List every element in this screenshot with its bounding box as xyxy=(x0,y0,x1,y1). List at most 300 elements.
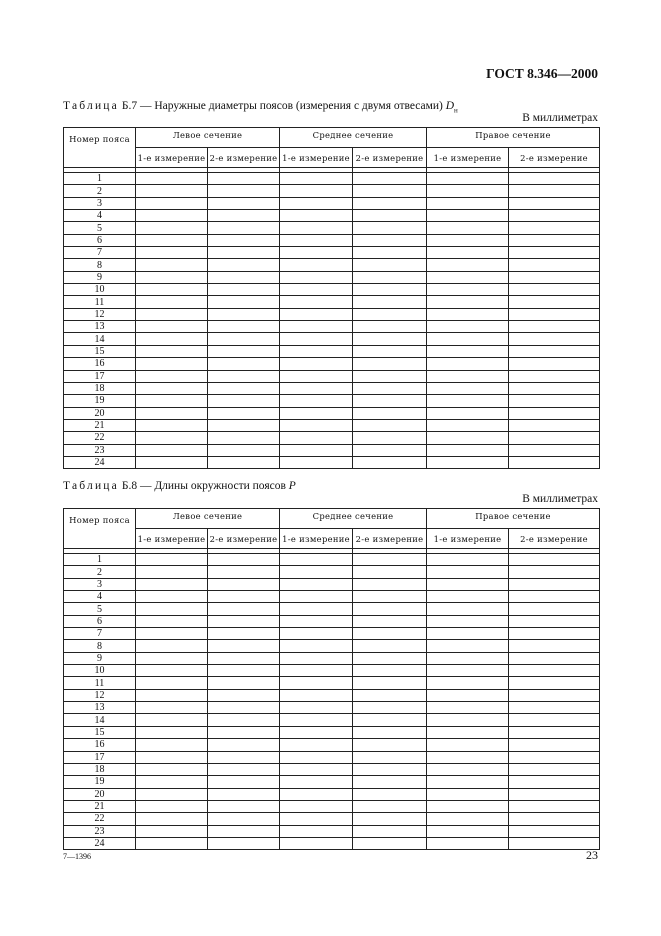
measurement-cell xyxy=(280,578,353,590)
measurement-cell xyxy=(509,726,600,738)
measurement-cell xyxy=(208,456,280,468)
belt-number-cell: 10 xyxy=(64,665,136,677)
column-header-section: Левое сечение xyxy=(136,509,280,529)
measurement-cell xyxy=(208,247,280,259)
table-row xyxy=(64,615,600,627)
measurement-cell xyxy=(509,456,600,468)
measurement-cell xyxy=(280,652,353,664)
measurement-cell xyxy=(280,751,353,763)
belt-number-cell: 17 xyxy=(64,751,136,763)
measurement-cell xyxy=(136,173,208,185)
belt-number-cell: 21 xyxy=(64,419,136,431)
measurement-cell xyxy=(136,419,208,431)
measurement-cell xyxy=(427,813,509,825)
table-row xyxy=(64,456,600,468)
measurement-cell xyxy=(136,185,208,197)
measurement-cell xyxy=(427,234,509,246)
belt-number-cell: 13 xyxy=(64,321,136,333)
column-header-measurement: 1-е измерение xyxy=(280,148,353,168)
measurement-cell xyxy=(427,652,509,664)
table-row xyxy=(64,825,600,837)
measurement-cell xyxy=(136,333,208,345)
measurement-cell xyxy=(208,321,280,333)
measurement-cell xyxy=(280,591,353,603)
column-header-section: Среднее сечение xyxy=(280,128,427,148)
measurement-cell xyxy=(353,308,427,320)
column-header-section: Правое сечение xyxy=(427,509,600,529)
table-row xyxy=(64,628,600,640)
measurement-cell xyxy=(427,554,509,566)
measurement-cell xyxy=(353,640,427,652)
measurement-cell xyxy=(280,739,353,751)
measurement-cell xyxy=(427,763,509,775)
measurement-cell xyxy=(427,321,509,333)
column-header-measurement: 2-е измерение xyxy=(208,529,280,549)
measurement-cell xyxy=(509,308,600,320)
measurement-cell xyxy=(427,382,509,394)
table-row xyxy=(64,800,600,812)
belt-number-cell: 18 xyxy=(64,763,136,775)
measurement-cell xyxy=(509,615,600,627)
measurement-cell xyxy=(208,776,280,788)
measurement-cell xyxy=(353,271,427,283)
column-header-section: Среднее сечение xyxy=(280,509,427,529)
table-row xyxy=(64,197,600,209)
table-row xyxy=(64,813,600,825)
measurement-cell xyxy=(427,837,509,849)
measurement-cell xyxy=(280,689,353,701)
belt-number-cell: 1 xyxy=(64,173,136,185)
measurement-cell xyxy=(509,677,600,689)
table-row xyxy=(64,358,600,370)
table-row xyxy=(64,578,600,590)
measurement-cell xyxy=(136,677,208,689)
measurement-cell xyxy=(427,665,509,677)
measurement-cell xyxy=(280,284,353,296)
measurement-cell xyxy=(509,185,600,197)
measurement-cell xyxy=(353,813,427,825)
measurement-cell xyxy=(353,197,427,209)
measurement-cell xyxy=(280,382,353,394)
measurement-cell xyxy=(353,210,427,222)
table-b7-caption xyxy=(63,100,458,114)
caption-text: Б.7 — Наружные диаметры поясов (измерения с двумя отвесами) xyxy=(118,100,446,112)
column-header-measurement: 2-е измерение xyxy=(353,148,427,168)
column-header-measurement: 1-е измерение xyxy=(427,148,509,168)
measurement-cell xyxy=(280,222,353,234)
measurement-cell xyxy=(280,456,353,468)
belt-number-cell: 8 xyxy=(64,259,136,271)
measurement-cell xyxy=(509,271,600,283)
measurement-cell xyxy=(509,591,600,603)
measurement-cell xyxy=(427,419,509,431)
measurement-cell xyxy=(280,407,353,419)
measurement-cell xyxy=(353,628,427,640)
measurement-cell xyxy=(208,222,280,234)
measurement-cell xyxy=(353,751,427,763)
measurement-cell xyxy=(280,333,353,345)
table-row xyxy=(64,432,600,444)
measurement-cell xyxy=(136,739,208,751)
measurement-cell xyxy=(136,640,208,652)
measurement-cell xyxy=(353,395,427,407)
measurement-cell xyxy=(353,615,427,627)
table-b8 xyxy=(63,508,600,850)
measurement-cell xyxy=(427,432,509,444)
measurement-cell xyxy=(353,345,427,357)
measurement-cell xyxy=(208,739,280,751)
table-row xyxy=(64,763,600,775)
table-row xyxy=(64,554,600,566)
measurement-cell xyxy=(208,395,280,407)
measurement-cell xyxy=(509,825,600,837)
page-number: 23 xyxy=(586,848,598,862)
measurement-cell xyxy=(280,714,353,726)
measurement-cell xyxy=(427,714,509,726)
measurement-cell xyxy=(280,677,353,689)
measurement-cell xyxy=(136,395,208,407)
measurement-cell xyxy=(208,763,280,775)
measurement-cell xyxy=(353,763,427,775)
table-row xyxy=(64,210,600,222)
measurement-cell xyxy=(136,358,208,370)
measurement-cell xyxy=(509,578,600,590)
measurement-cell xyxy=(136,259,208,271)
measurement-cell xyxy=(136,652,208,664)
table-row xyxy=(64,308,600,320)
table-row xyxy=(64,566,600,578)
measurement-cell xyxy=(208,640,280,652)
belt-number-cell: 12 xyxy=(64,689,136,701)
table-row xyxy=(64,640,600,652)
table-row xyxy=(64,395,600,407)
table-row xyxy=(64,321,600,333)
measurement-cell xyxy=(509,419,600,431)
measurement-cell xyxy=(509,444,600,456)
caption-prefix: Таблица xyxy=(63,480,119,492)
measurement-cell xyxy=(509,800,600,812)
measurement-cell xyxy=(136,591,208,603)
measurement-cell xyxy=(280,603,353,615)
measurement-cell xyxy=(353,333,427,345)
belt-number-cell: 24 xyxy=(64,456,136,468)
measurement-cell xyxy=(208,628,280,640)
measurement-cell xyxy=(208,296,280,308)
measurement-cell xyxy=(280,640,353,652)
measurement-cell xyxy=(509,714,600,726)
measurement-cell xyxy=(509,222,600,234)
measurement-cell xyxy=(509,358,600,370)
measurement-cell xyxy=(353,677,427,689)
column-header-measurement: 2-е измерение xyxy=(509,148,600,168)
measurement-cell xyxy=(208,197,280,209)
belt-number-cell: 17 xyxy=(64,370,136,382)
measurement-cell xyxy=(427,628,509,640)
belt-number-cell: 4 xyxy=(64,210,136,222)
measurement-cell xyxy=(353,726,427,738)
caption-symbol: P xyxy=(288,480,296,492)
measurement-cell xyxy=(136,554,208,566)
measurement-cell xyxy=(353,358,427,370)
measurement-cell xyxy=(280,813,353,825)
document-header: ГОСТ 8.346—2000 xyxy=(486,66,598,81)
table-row xyxy=(64,603,600,615)
measurement-cell xyxy=(509,210,600,222)
table-row xyxy=(64,333,600,345)
caption-symbol: D xyxy=(445,100,455,112)
measurement-cell xyxy=(353,739,427,751)
measurement-cell xyxy=(427,800,509,812)
measurement-cell xyxy=(427,185,509,197)
table-row xyxy=(64,259,600,271)
measurement-cell xyxy=(509,197,600,209)
measurement-cell xyxy=(280,419,353,431)
measurement-cell xyxy=(353,591,427,603)
measurement-cell xyxy=(427,345,509,357)
measurement-cell xyxy=(136,210,208,222)
measurement-cell xyxy=(136,308,208,320)
measurement-cell xyxy=(509,566,600,578)
measurement-cell xyxy=(427,284,509,296)
measurement-cell xyxy=(280,566,353,578)
column-header-measurement: 2-е измерение xyxy=(208,148,280,168)
measurement-cell xyxy=(208,652,280,664)
measurement-cell xyxy=(427,739,509,751)
measurement-cell xyxy=(136,689,208,701)
belt-number-cell: 21 xyxy=(64,800,136,812)
measurement-cell xyxy=(353,259,427,271)
measurement-cell xyxy=(136,628,208,640)
measurement-cell xyxy=(136,714,208,726)
measurement-cell xyxy=(136,382,208,394)
measurement-cell xyxy=(427,407,509,419)
belt-number-cell: 20 xyxy=(64,407,136,419)
measurement-cell xyxy=(208,615,280,627)
measurement-cell xyxy=(280,321,353,333)
measurement-cell xyxy=(427,689,509,701)
measurement-cell xyxy=(353,665,427,677)
measurement-cell xyxy=(353,444,427,456)
measurement-cell xyxy=(280,615,353,627)
measurement-cell xyxy=(427,640,509,652)
measurement-cell xyxy=(353,652,427,664)
measurement-cell xyxy=(427,825,509,837)
measurement-cell xyxy=(427,308,509,320)
measurement-cell xyxy=(208,370,280,382)
measurement-cell xyxy=(208,800,280,812)
measurement-cell xyxy=(136,284,208,296)
belt-number-cell: 7 xyxy=(64,247,136,259)
measurement-cell xyxy=(208,825,280,837)
measurement-cell xyxy=(136,825,208,837)
measurement-cell xyxy=(208,358,280,370)
table-row xyxy=(64,419,600,431)
column-header-measurement: 2-е измерение xyxy=(353,529,427,549)
measurement-cell xyxy=(280,825,353,837)
belt-number-cell: 7 xyxy=(64,628,136,640)
measurement-cell xyxy=(353,689,427,701)
measurement-cell xyxy=(208,284,280,296)
measurement-cell xyxy=(136,702,208,714)
table-row xyxy=(64,652,600,664)
measurement-cell xyxy=(136,271,208,283)
belt-number-cell: 6 xyxy=(64,234,136,246)
measurement-cell xyxy=(280,296,353,308)
measurement-cell xyxy=(427,776,509,788)
measurement-cell xyxy=(280,395,353,407)
measurement-cell xyxy=(509,407,600,419)
table-row xyxy=(64,677,600,689)
belt-number-cell: 23 xyxy=(64,825,136,837)
measurement-cell xyxy=(427,197,509,209)
measurement-cell xyxy=(280,210,353,222)
measurement-cell xyxy=(353,370,427,382)
measurement-cell xyxy=(136,197,208,209)
belt-number-cell: 24 xyxy=(64,837,136,849)
belt-number-cell: 1 xyxy=(64,554,136,566)
measurement-cell xyxy=(353,837,427,849)
belt-number-cell: 14 xyxy=(64,714,136,726)
belt-number-cell: 6 xyxy=(64,615,136,627)
table-row xyxy=(64,370,600,382)
belt-number-cell: 2 xyxy=(64,185,136,197)
measurement-cell xyxy=(509,603,600,615)
measurement-cell xyxy=(136,222,208,234)
measurement-cell xyxy=(509,321,600,333)
measurement-cell xyxy=(353,234,427,246)
measurement-cell xyxy=(136,370,208,382)
measurement-cell xyxy=(280,308,353,320)
measurement-cell xyxy=(136,837,208,849)
measurement-cell xyxy=(208,234,280,246)
measurement-cell xyxy=(280,173,353,185)
table-b8-caption xyxy=(63,480,296,492)
measurement-cell xyxy=(427,222,509,234)
table-row xyxy=(64,751,600,763)
column-header-section: Левое сечение xyxy=(136,128,280,148)
measurement-cell xyxy=(208,382,280,394)
measurement-cell xyxy=(280,665,353,677)
measurement-cell xyxy=(136,751,208,763)
measurement-cell xyxy=(353,407,427,419)
belt-number-cell: 10 xyxy=(64,284,136,296)
measurement-cell xyxy=(509,173,600,185)
measurement-cell xyxy=(136,615,208,627)
measurement-cell xyxy=(280,271,353,283)
measurement-cell xyxy=(427,578,509,590)
measurement-cell xyxy=(509,395,600,407)
belt-number-cell: 8 xyxy=(64,640,136,652)
measurement-cell xyxy=(136,776,208,788)
table-row xyxy=(64,702,600,714)
measurement-cell xyxy=(136,234,208,246)
measurement-cell xyxy=(509,247,600,259)
measurement-cell xyxy=(509,382,600,394)
header-row-sections xyxy=(64,509,600,529)
measurement-cell xyxy=(280,259,353,271)
measurement-cell xyxy=(136,456,208,468)
measurement-cell xyxy=(280,628,353,640)
belt-number-cell: 9 xyxy=(64,271,136,283)
measurement-cell xyxy=(353,247,427,259)
column-header-number: Номер пояса xyxy=(64,128,136,168)
measurement-cell xyxy=(509,296,600,308)
measurement-cell xyxy=(509,763,600,775)
measurement-cell xyxy=(427,615,509,627)
measurement-cell xyxy=(280,800,353,812)
table-row xyxy=(64,726,600,738)
measurement-cell xyxy=(353,603,427,615)
belt-number-cell: 5 xyxy=(64,603,136,615)
measurement-cell xyxy=(353,284,427,296)
measurement-cell xyxy=(427,444,509,456)
measurement-cell xyxy=(280,197,353,209)
measurement-cell xyxy=(136,665,208,677)
measurement-cell xyxy=(208,345,280,357)
measurement-cell xyxy=(353,185,427,197)
belt-number-cell: 3 xyxy=(64,578,136,590)
measurement-cell xyxy=(509,628,600,640)
belt-number-cell: 9 xyxy=(64,652,136,664)
belt-number-cell: 5 xyxy=(64,222,136,234)
measurement-cell xyxy=(208,726,280,738)
table-row xyxy=(64,284,600,296)
measurement-cell xyxy=(136,345,208,357)
measurement-cell xyxy=(353,554,427,566)
measurement-cell xyxy=(208,407,280,419)
measurement-cell xyxy=(427,788,509,800)
measurement-cell xyxy=(136,763,208,775)
measurement-cell xyxy=(136,407,208,419)
measurement-cell xyxy=(208,308,280,320)
measurement-cell xyxy=(280,432,353,444)
measurement-cell xyxy=(208,578,280,590)
measurement-cell xyxy=(427,456,509,468)
measurement-cell xyxy=(280,776,353,788)
measurement-cell xyxy=(427,677,509,689)
table-row xyxy=(64,185,600,197)
measurement-cell xyxy=(208,210,280,222)
belt-number-cell: 2 xyxy=(64,566,136,578)
table-row xyxy=(64,776,600,788)
measurement-cell xyxy=(353,321,427,333)
measurement-cell xyxy=(208,271,280,283)
measurement-cell xyxy=(353,222,427,234)
measurement-cell xyxy=(509,370,600,382)
measurement-cell xyxy=(136,788,208,800)
measurement-cell xyxy=(280,702,353,714)
measurement-cell xyxy=(280,370,353,382)
measurement-cell xyxy=(208,837,280,849)
column-header-measurement: 2-е измерение xyxy=(509,529,600,549)
measurement-cell xyxy=(509,751,600,763)
table-b7 xyxy=(63,127,600,469)
measurement-cell xyxy=(427,751,509,763)
caption-subscript: н xyxy=(454,106,458,115)
measurement-cell xyxy=(353,800,427,812)
measurement-cell xyxy=(136,321,208,333)
measurement-cell xyxy=(353,419,427,431)
measurement-cell xyxy=(280,726,353,738)
measurement-cell xyxy=(208,591,280,603)
measurement-cell xyxy=(280,837,353,849)
measurement-cell xyxy=(280,234,353,246)
table-row xyxy=(64,444,600,456)
belt-number-cell: 22 xyxy=(64,432,136,444)
caption-prefix: Таблица xyxy=(63,100,119,112)
measurement-cell xyxy=(136,296,208,308)
table-b8-units: В миллиметрах xyxy=(522,493,598,505)
